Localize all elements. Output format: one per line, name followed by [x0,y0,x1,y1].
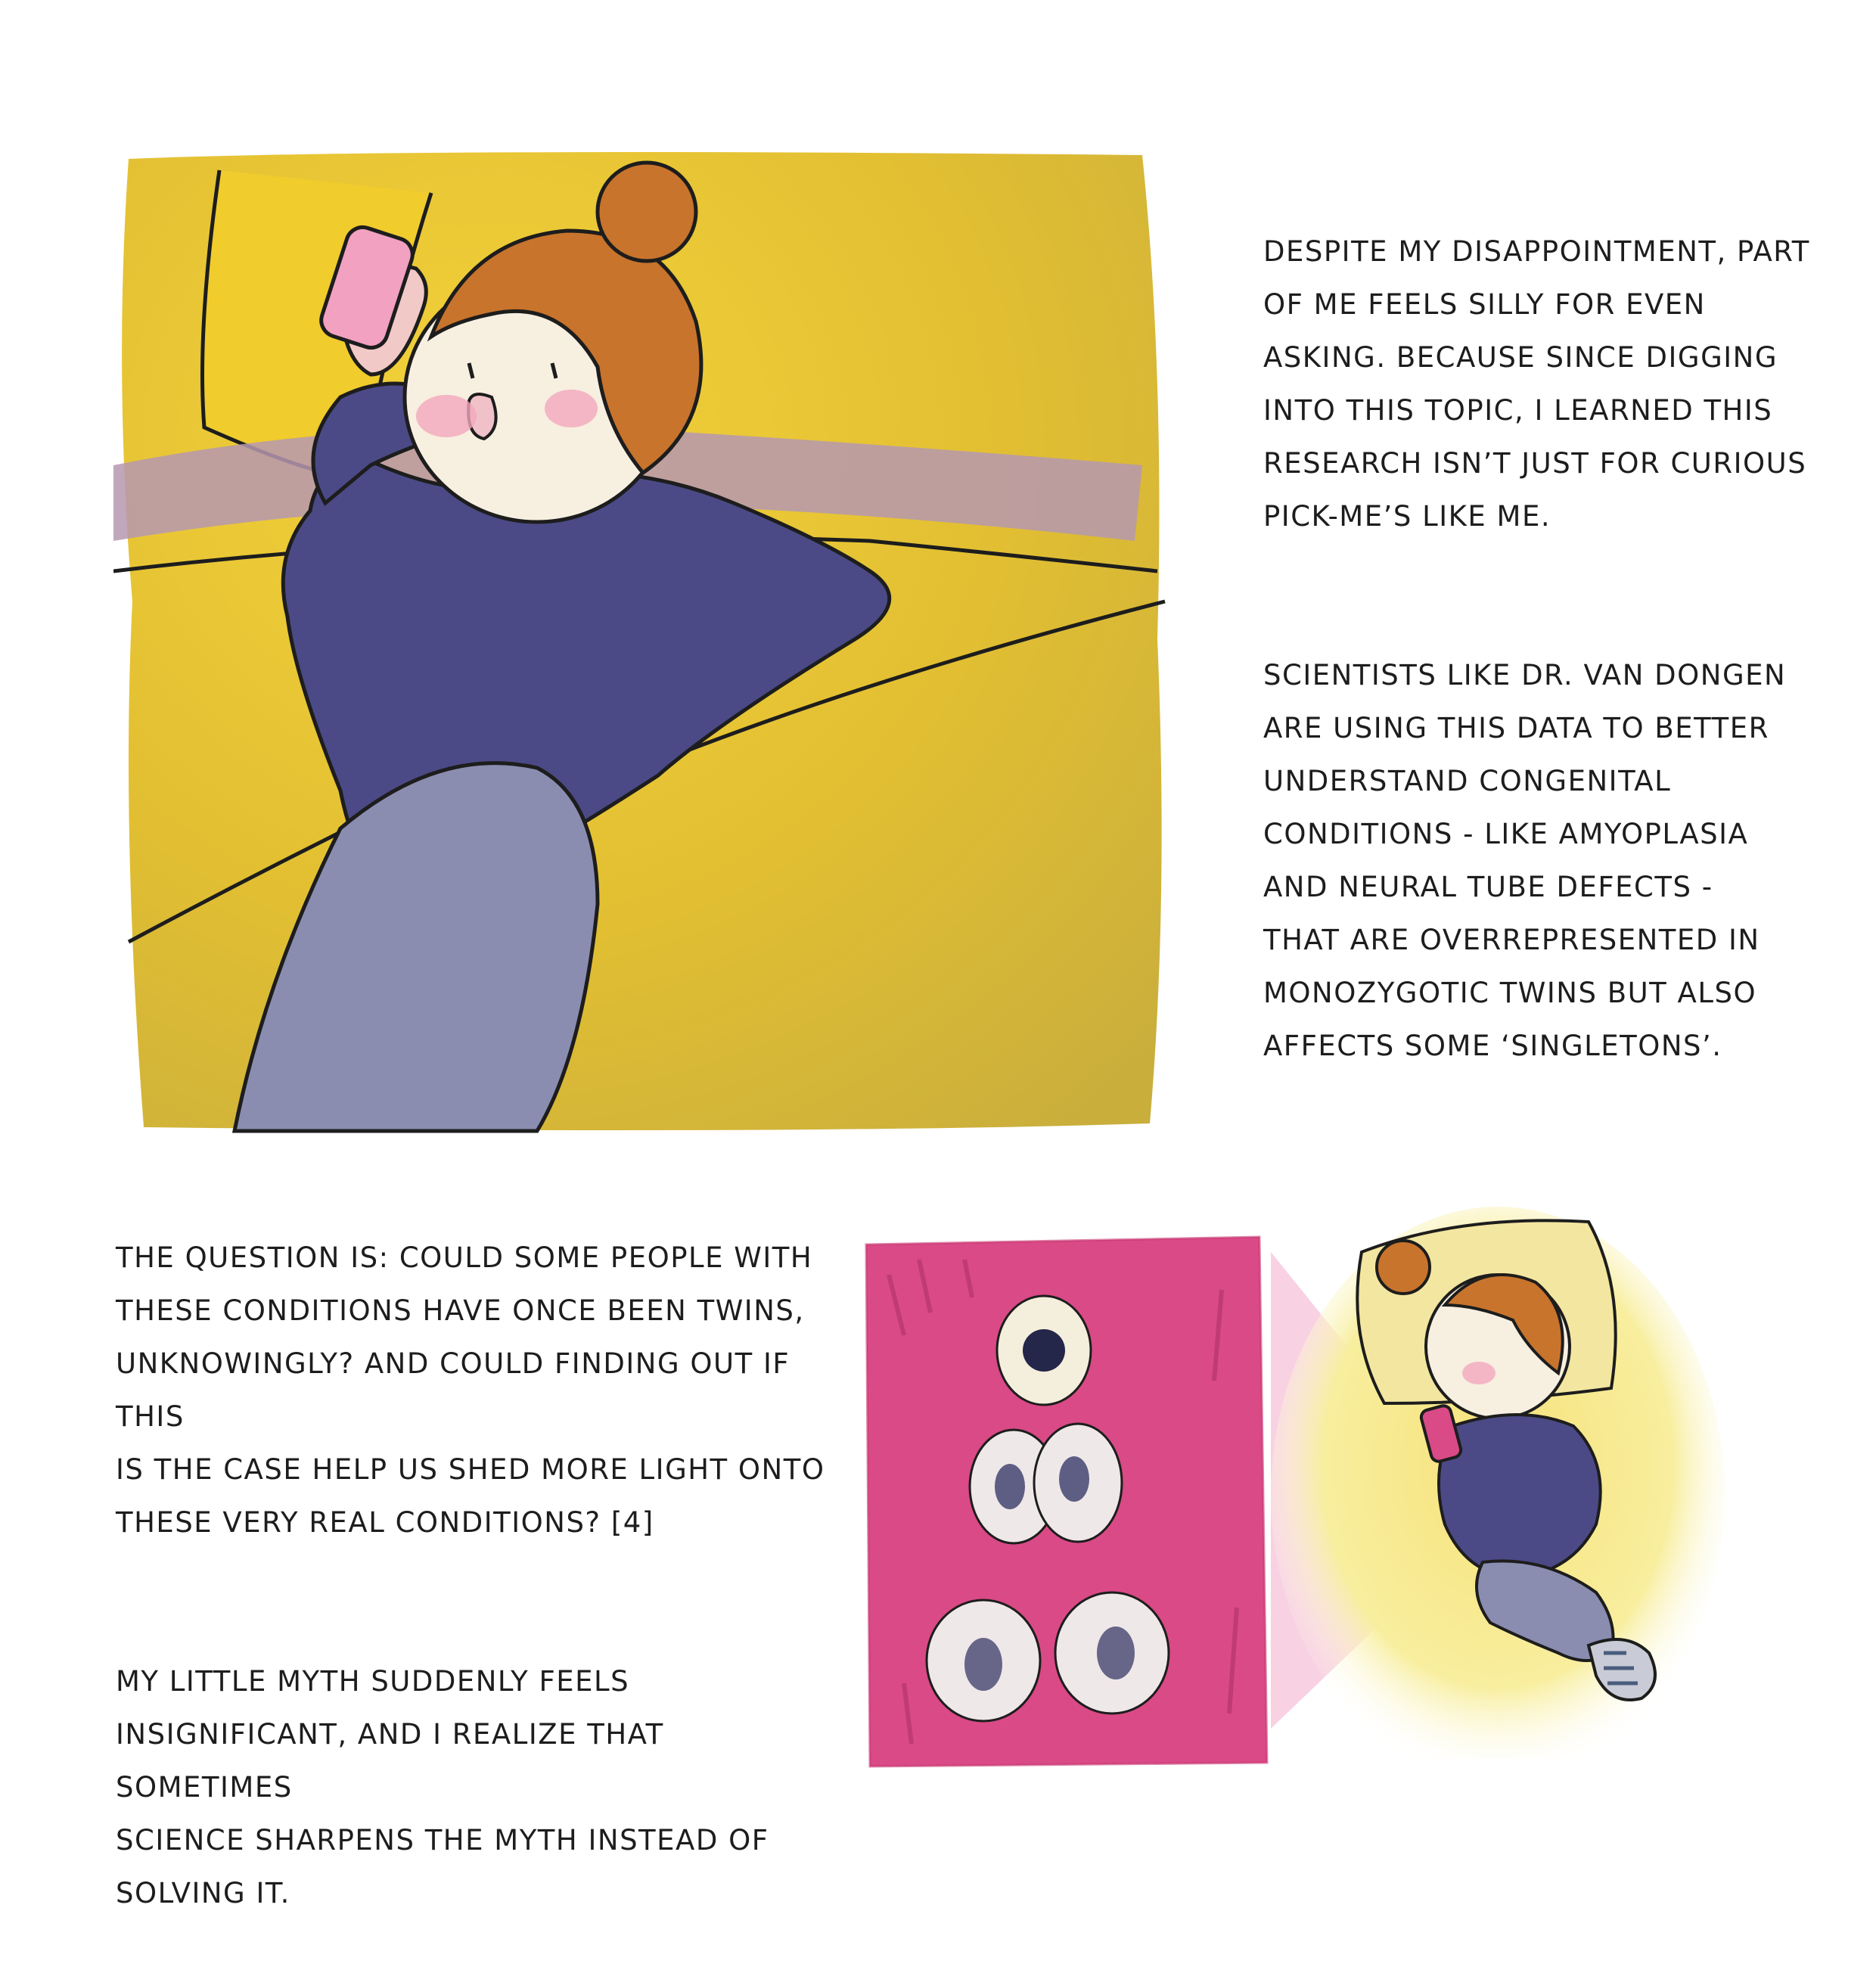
top-illustration [113,148,1169,1139]
curled-up-illustration [1271,1199,1770,1759]
caption-bottom-left-paragraph-1: THE QUESTION IS: COULD SOME PEOPLE WITH THESE CONDITIONS HAVE ONCE BEEN TWINS, UNKNOWINGLY? AND COULD FINDING OUT IF THIS IS THE CASE HELP US SHED MORE LIGHT ONTO THESE VERY REAL CONDITIONS? [4] [116,1241,825,1539]
caption-bottom-left-paragraph-2: MY LITTLE MYTH SUDDENLY FEELS INSIGNIFICANT, AND I REALIZE THAT SOMETIMES SCIENCE SHARPENS THE MYTH INSTEAD OF SOLVING IT. [116,1665,769,1909]
caption-top-right-paragraph-1: DESPITE MY DISAPPOINTMENT, PART OF ME FEELS SILLY FOR EVEN ASKING. BECAUSE SINCE DIGGING INTO THIS TOPIC, I LEARNED THIS RESEARCH ISN’T JUST FOR CURIOUS PICK-ME’S LIKE ME. [1263,235,1810,533]
embryo-screen-illustration [859,1229,1275,1770]
caption-top-right-paragraph-2: SCIENTISTS LIKE DR. VAN DONGEN ARE USING THIS DATA TO BETTER UNDERSTAND CONGENITAL CONDITIONS - LIKE AMYOPLASIA AND NEURAL TUBE DEFECTS - THAT ARE OVERREPRESENTED IN MONOZYGOTIC TWINS BUT ALSO AFFECTS SOME ‘SINGLETONS’. [1263,659,1787,1062]
caption-top-right [1263,172,1853,1126]
caption-bottom-left [116,1179,842,1973]
